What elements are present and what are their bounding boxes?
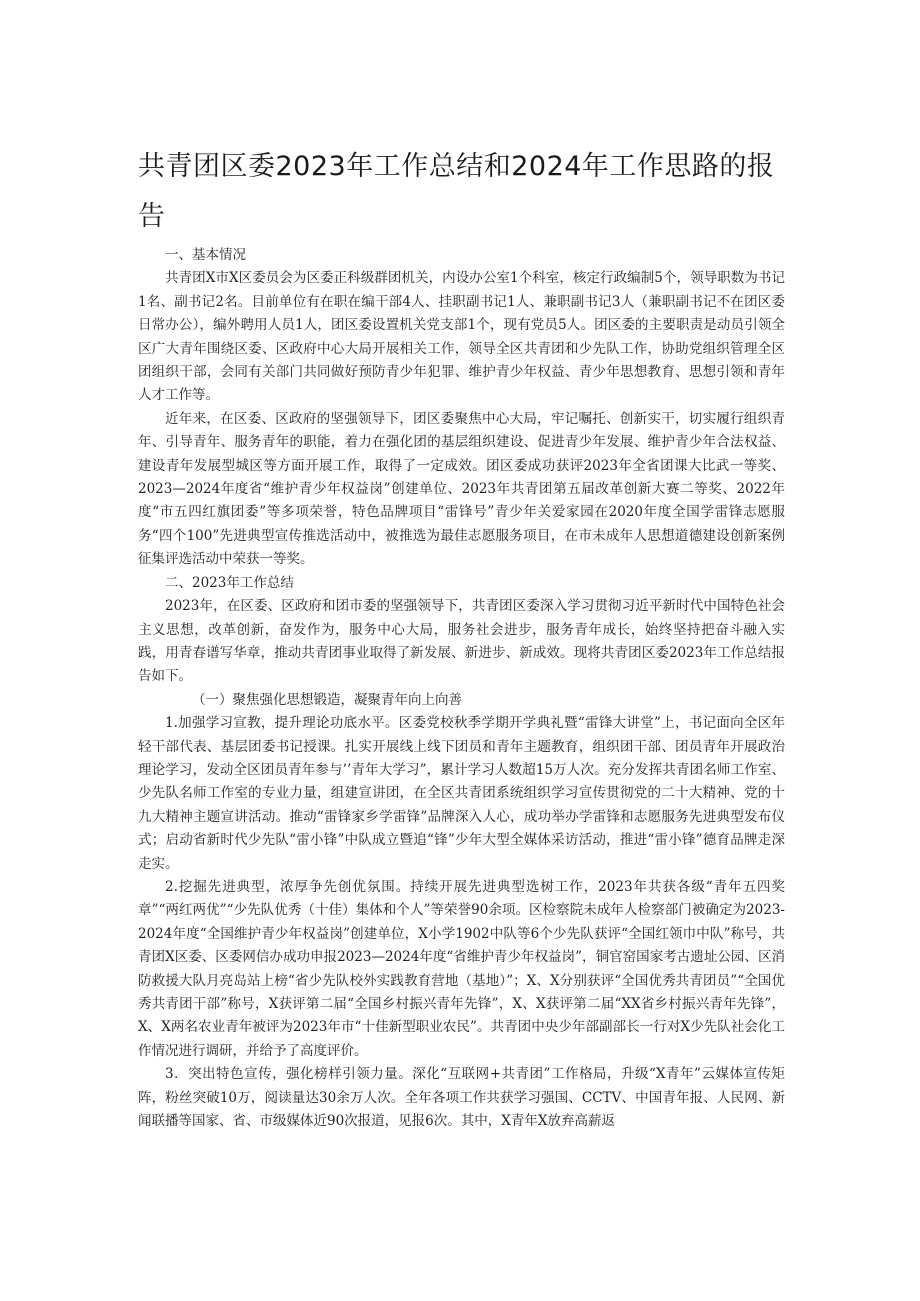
subsection-heading-ideology: （一）聚焦强化思想锻造，凝聚青年向上向善 <box>192 691 462 708</box>
section-heading-basic-situation: 一、基本情况 <box>165 247 246 263</box>
paragraph: 近年来，在区委、区政府的坚强领导下，团区委聚焦中心大局，牢记嘱托、创新实干，切实履行组织青年、引导青年、服务青年的职能，着力在强化团的基层组织建设、促进青少年发展、维护青少年合法权益、建设青年发展型城区等方面开展工作，取得了一定成效。团区委成功获评2023年全省团课大比武一等奖、2023—2024年度省“维护青少年权益岗”创建单位、2023年共青团第五届改革创新大赛二等奖、2022年度“市五四红旗团委”等多项荣誉，特色品牌项目“雷锋号”青少年关爱家园在2020年度全国学雷锋志愿服务“四个100”先进典型宣传推选活动中，被推选为最佳志愿服务项目，在市未成年人思想道德建设创新案例征集评选活动中荣获一等奖。 <box>138 410 785 568</box>
paragraph: 2.挖掘先进典型，浓厚争先创优氛围。持续开展先进典型选树工作，2023年共获各级“青年五四奖章”“两红两优”“少先队优秀（十佳）集体和个人”等荣誉90余项。区检察院未成年人检察部门被确定为2023-2024年度“全国维护青少年权益岗”创建单位，X小学1902中队等6个少先队获评“全国红领巾中队”称号，共青团X区委、区委网信办成功申报2023—2024年度“省维护青少年权益岗”，铜官窑国家考古遗址公园、区消防救援大队月亮岛站上榜“省少先队校外实践教育营地（基地）”；X、X分别获评“全国优秀共青团员”“全国优秀共青团干部”称号，X获评第二届“全国乡村振兴青年先锋”，X、X获评第二届“XX省乡村振兴青年先锋”，X、X两名农业青年被评为2023年市“十佳新型职业农民”。共青团中央少年部副部长一行对X少先队社会化工作情况进行调研，并给予了高度评价。 <box>138 878 785 1059</box>
paragraph: 1.加强学习宣教，提升理论功底水平。区委党校秋季学期开学典礼暨“雷锋大讲堂”上，书记面向全区年轻干部代表、基层团委书记授课。扎实开展线上线下团员和青年主题教育，组织团干部、团员青年开展政治理论学习，发动全区团员青年参与’’青年大学习”，累计学习人数超15万人次。充分发挥共青团名师工作室、少先队名师工作室的专业力量，组建宣讲团，在全区共青团系统组织学习宣传贯彻党的二十大精神、党的十九大精神主题宣讲活动。推动“雷锋家乡学雷锋”品牌深入人心，成功举办学雷锋和志愿服务先进典型发布仪式；启动省新时代少先队“雷小锋”中队成立暨追“锋”少年大型全媒体采访活动，推进“雷小锋”德育品牌走深走实。 <box>138 715 785 872</box>
paragraph: 2023年，在区委、区政府和团市委的坚强领导下，共青团区委深入学习贯彻习近平新时代中国特色社会主义思想，改革创新，奋发作为，服务中心大局，服务社会进步，服务青年成长，始终坚持把奋斗融入实践，用青春谱写华章，推动共青团事业取得了新发展、新进步、新成效。现将共青团区委2023年工作总结报告如下。 <box>138 598 785 685</box>
paragraph: 共青团X市X区委员会为区委正科级群团机关，内设办公室1个科室，核定行政编制5个，领导职数为书记1名、副书记2名。目前单位有在职在编干部4人、挂职副书记1人、兼职副书记3人（兼职副书记不在团区委日常办公），编外聘用人员1人，团区委设置机关党支部1个，现有党员5人。团区委的主要职责是动员引领全区广大青年围绕区委、区政府中心大局开展相关工作，领导全区共青团和少先队工作，协助党组织管理全区团组织干部，会同有关部门共同做好预防青少年犯罪、维护青少年权益、青少年思想教育、思想引领和青年人才工作等。 <box>138 270 785 404</box>
section-heading-2023-summary: 二、2023年工作总结 <box>165 574 294 591</box>
document-title: 共青团区委2023年工作总结和2024年工作思路的报告 <box>138 151 775 232</box>
document-body <box>138 244 785 1133</box>
paragraph: 3．突出特色宣传，强化榜样引领力量。深化“互联网+共青团”工作格局，升级“X青年”云媒体宣传矩阵，粉丝突破10万，阅读量达30余万人次。全年各项工作共获学习强国、CCTV、中国青年报、人民网、新闻联播等国家、省、市级媒体近90次报道，见报6次。其中，X青年X放弃高薪返 <box>138 1066 785 1130</box>
